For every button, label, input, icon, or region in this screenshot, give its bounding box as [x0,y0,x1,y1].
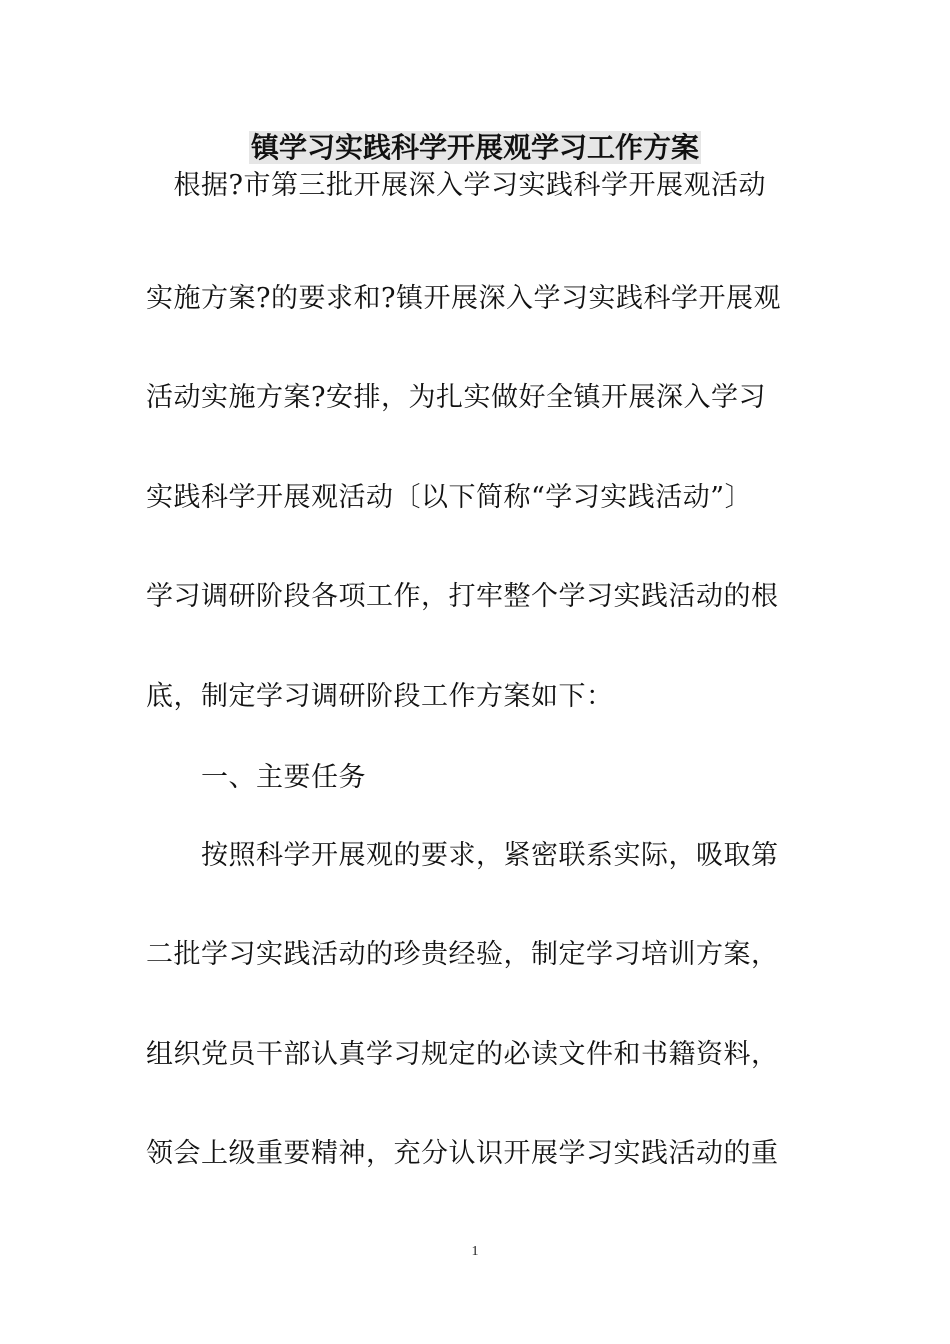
body-line-2: 实施方案?的要求和?镇开展深入学习实践科学开展观 [146,283,781,314]
document-title-text: 镇学习实践科学开展观学习工作方案 [250,131,699,164]
body-line-11: 领会上级重要精神，充分认识开展学习实践活动的重 [146,1138,779,1169]
body-line-3: 活动实施方案?安排，为扎实做好全镇开展深入学习 [146,382,766,413]
body-line-8: 按照科学开展观的要求，紧密联系实际，吸取第 [146,840,779,871]
page-number: 1 [471,1244,479,1259]
body-line-9: 二批学习实践活动的珍贵经验，制定学习培训方案， [146,939,779,970]
body-line-5: 学习调研阶段各项工作，打牢整个学习实践活动的根 [146,581,779,612]
section-heading-main-tasks: 一、主要任务 [146,762,366,793]
body-line-1: 根据?市第三批开展深入学习实践科学开展观活动 [146,170,766,201]
document-title [0,128,950,168]
body-line-10: 组织党员干部认真学习规定的必读文件和书籍资料， [146,1039,779,1070]
body-line-6: 底，制定学习调研阶段工作方案如下： [146,681,614,712]
body-line-4: 实践科学开展观活动〔以下简称“学习实践活动”〕 [146,482,753,513]
